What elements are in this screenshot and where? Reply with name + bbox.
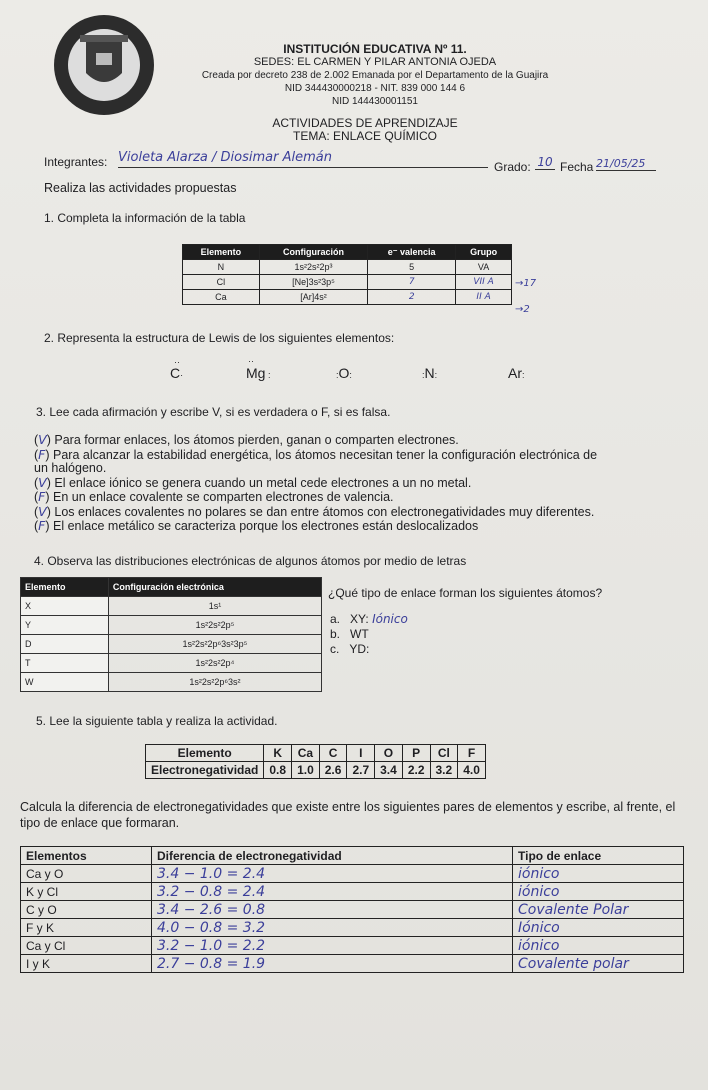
q4-element: T	[21, 654, 109, 673]
q1-side-note-ca: →2	[515, 304, 530, 315]
q4-item	[330, 612, 408, 627]
school-seal-logo	[52, 13, 156, 117]
q5-pair: K y Cl	[21, 883, 152, 901]
nid-nit-line: NID 344430000218 - NIT. 839 000 144 6	[284, 83, 466, 94]
q5-bond[interactable]: iónico	[513, 865, 684, 883]
q4-config: 1s²2s²2p⁴	[108, 654, 321, 673]
en-element: Ca	[292, 745, 320, 762]
q3-statement: (F) En un enlace covalente se comparten electrones de valencia.	[34, 489, 394, 504]
q4-header-element: Elemento	[21, 578, 109, 597]
q3-statement: (F) Para alcanzar la estabilidad energética, los átomos necesitan tener la configuración electrónica de	[34, 446, 598, 462]
q1-element: Cl	[183, 275, 260, 290]
lewis-symbol: Mg	[246, 365, 266, 381]
table-row	[21, 616, 322, 635]
table-row	[21, 883, 684, 901]
q3-statement: (V) Los enlaces covalentes no polares se dan entre átomos con electronegatividades muy diferentes.	[34, 503, 595, 519]
q5-title: 5. Lee la siguiente tabla y realiza la actividad.	[36, 714, 278, 728]
q5-pair: C y O	[21, 901, 152, 919]
nid-line: NID 144430001151	[332, 96, 418, 107]
q4-config: 1s²2s²2p⁵	[108, 616, 321, 635]
q4-config: 1s¹	[108, 597, 321, 616]
table-row	[21, 955, 684, 973]
q4-title: 4. Observa las distribuciones electrónicas de algunos átomos por medio de letras	[34, 554, 467, 568]
en-row-label: Electronegatividad	[146, 762, 264, 779]
q4-item	[330, 627, 408, 642]
q5-instructions: Calcula la diferencia de electronegatividades que existe entre los siguientes pares de elementos y escribe, al frente, el tipo de enlace que formaran.	[20, 800, 676, 830]
q5-diff[interactable]: 3.2 − 1.0 = 2.2	[152, 937, 513, 955]
date-label: Fecha	[560, 160, 594, 174]
activities-title: ACTIVIDADES DE APRENDIZAJE	[272, 116, 458, 130]
table-row	[21, 937, 684, 955]
q5-bond[interactable]: Covalente Polar	[513, 901, 684, 919]
table-row	[21, 673, 322, 692]
en-element: K	[264, 745, 292, 762]
en-element: O	[375, 745, 403, 762]
q5-diff[interactable]: 3.4 − 1.0 = 2.4	[152, 865, 513, 883]
q3-statement: (F) El enlace metálico se caracteriza porque los electrones están deslocalizados	[34, 518, 479, 533]
q4-item-pair: WT	[350, 627, 369, 641]
q3-title: 3. Lee cada afirmación y escribe V, si es verdadera o F, si es falsa.	[36, 405, 391, 419]
table-row	[21, 901, 684, 919]
q3-statement: (V) Para formar enlaces, los átomos pierden, ganan o comparten electrones.	[34, 432, 459, 447]
electronegativity-table	[145, 744, 486, 779]
q3-text: Para alcanzar la estabilidad energética, los átomos necesitan tener la configuración electrónica de	[53, 447, 598, 462]
lewis-symbol: Ar	[508, 365, 522, 381]
members-label: Integrantes:	[44, 155, 108, 169]
q5-diff[interactable]: 3.4 − 2.6 = 0.8	[152, 901, 513, 919]
q4-config: 1s²2s²2p⁶3s²3p⁵	[108, 635, 321, 654]
q1-valence-answer[interactable]: 7	[368, 275, 456, 290]
en-row-label: Elemento	[146, 745, 264, 762]
q3-answer[interactable]: V	[38, 432, 47, 447]
lewis-c: ·· C·	[170, 357, 184, 381]
instructions: Realiza las actividades propuestas	[44, 181, 237, 195]
en-value: 0.8	[264, 762, 292, 779]
q1-header-config: Configuración	[259, 245, 367, 260]
q5-bond[interactable]: iónico	[513, 883, 684, 901]
sedes-line: SEDES: EL CARMEN Y PILAR ANTONIA OJEDA	[253, 56, 497, 68]
q2-title: 2. Representa la estructura de Lewis de los siguientes elementos:	[44, 331, 395, 345]
table-row	[21, 865, 684, 883]
lewis-symbol: O	[338, 365, 350, 381]
q1-header-group: Grupo	[456, 245, 512, 260]
q4-item	[330, 642, 408, 657]
q5-header-diff: Diferencia de electronegatividad	[152, 847, 513, 865]
q1-group: VA	[456, 260, 512, 275]
lewis-ar: Ar:	[508, 365, 525, 381]
q5-diff[interactable]: 3.2 − 0.8 = 2.4	[152, 883, 513, 901]
q1-side-note-cl: →17	[515, 278, 537, 289]
q4-item-label: b.	[330, 627, 341, 641]
q3-answer[interactable]: F	[38, 446, 46, 462]
q1-valence-answer[interactable]: 2	[368, 290, 456, 305]
q4-element: W	[21, 673, 109, 692]
q3-statement: (V) El enlace iónico se genera cuando un metal cede electrones a un no metal.	[34, 474, 472, 490]
en-value: 4.0	[458, 762, 486, 779]
table-row	[183, 290, 512, 305]
q1-table	[182, 244, 512, 305]
table-row	[21, 654, 322, 673]
lewis-o: :O:	[336, 365, 352, 381]
en-value: 2.6	[319, 762, 347, 779]
q5-header-bond: Tipo de enlace	[513, 847, 684, 865]
decree-line: Creada por decreto 238 de 2.002 Emanada por el Departamento de la Guajira	[201, 70, 549, 81]
en-value: 2.2	[402, 762, 430, 779]
lewis-symbol: C	[170, 365, 181, 381]
q5-bond[interactable]: Iónico	[513, 919, 684, 937]
q3-text: El enlace metálico se caracteriza porque los electrones están deslocalizados	[53, 519, 479, 533]
q1-header-valence: e⁻ valencia	[368, 245, 456, 260]
en-value: 3.4	[375, 762, 403, 779]
q1-config: [Ne]3s²3p⁵	[259, 275, 367, 290]
q1-valence: 5	[368, 260, 456, 275]
table-row	[183, 260, 512, 275]
topic-title: TEMA: ENLACE QUÍMICO	[292, 129, 438, 143]
table-row	[21, 635, 322, 654]
table-row	[183, 275, 512, 290]
q4-item-answer[interactable]: Iónico	[372, 612, 408, 626]
q3-answer[interactable]: F	[38, 518, 46, 533]
q3-statements	[34, 433, 664, 534]
q4-question: ¿Qué tipo de enlace forman los siguientes átomos?	[328, 586, 603, 600]
en-element: C	[319, 745, 347, 762]
q4-items	[330, 612, 408, 657]
en-value: 3.2	[430, 762, 458, 779]
grade-label: Grado:	[494, 160, 531, 174]
q5-diff[interactable]: 4.0 − 0.8 = 3.2	[152, 919, 513, 937]
q3-text: El enlace iónico se genera cuando un metal cede electrones a un no metal.	[54, 475, 472, 490]
q4-element: X	[21, 597, 109, 616]
date-value[interactable]: 21/05/25	[596, 157, 656, 171]
q4-table	[20, 577, 322, 692]
en-element: F	[458, 745, 486, 762]
table-row	[21, 919, 684, 937]
members-value[interactable]: Violeta Alarza / Diosimar Alemán	[118, 150, 488, 168]
bond-type-table	[20, 846, 684, 973]
q1-element: N	[183, 260, 260, 275]
q1-group-answer[interactable]: II A	[456, 290, 512, 305]
en-value: 2.7	[347, 762, 375, 779]
q5-pair: Ca y O	[21, 865, 152, 883]
q3-answer[interactable]: V	[38, 474, 47, 490]
q1-config: [Ar]4s²	[259, 290, 367, 305]
q4-item-label: a.	[330, 612, 341, 626]
lewis-symbol: N	[424, 365, 435, 381]
grade-value[interactable]: 10	[535, 155, 555, 170]
q4-item-pair: XY:	[350, 612, 369, 626]
table-row	[21, 597, 322, 616]
en-element: Cl	[430, 745, 458, 762]
q5-bond[interactable]: iónico	[513, 937, 684, 955]
q4-item-label: c.	[330, 642, 340, 656]
q3-statement-cont: un halógeno.	[34, 461, 107, 475]
q5-pair: I y K	[21, 955, 152, 973]
q1-element: Ca	[183, 290, 260, 305]
q4-item-pair: YD:	[349, 642, 370, 656]
q3-text: Los enlaces covalentes no polares se dan entre átomos con electronegatividades muy diferentes.	[54, 504, 595, 519]
q5-pair: F y K	[21, 919, 152, 937]
q1-header-element: Elemento	[183, 245, 260, 260]
q1-group-answer[interactable]: VII A	[456, 275, 512, 290]
q1-title: 1. Completa la información de la tabla	[44, 211, 246, 225]
q4-element: Y	[21, 616, 109, 635]
q5-bond[interactable]: Covalente polar	[513, 955, 684, 973]
en-element: I	[347, 745, 375, 762]
en-element: P	[402, 745, 430, 762]
q1-config: 1s²2s²2p³	[259, 260, 367, 275]
q3-answer[interactable]: V	[38, 503, 47, 519]
en-value: 1.0	[292, 762, 320, 779]
q4-header-config: Configuración electrónica	[108, 578, 321, 597]
q5-diff[interactable]: 2.7 − 0.8 = 1.9	[152, 955, 513, 973]
q5-pair: Ca y Cl	[21, 937, 152, 955]
q3-text: Para formar enlaces, los átomos pierden, ganan o comparten electrones.	[54, 433, 459, 447]
q4-element: D	[21, 635, 109, 654]
q3-answer[interactable]: F	[38, 489, 46, 504]
lewis-n: :N:	[422, 365, 438, 381]
lewis-mg: ·· Mg :	[246, 356, 271, 381]
q5-header-elements: Elementos	[21, 847, 152, 865]
q4-config: 1s²2s²2p⁶3s²	[108, 673, 321, 692]
q3-text: En un enlace covalente se comparten electrones de valencia.	[53, 490, 394, 504]
institution-name: INSTITUCIÓN EDUCATIVA Nº 11.	[283, 42, 467, 56]
